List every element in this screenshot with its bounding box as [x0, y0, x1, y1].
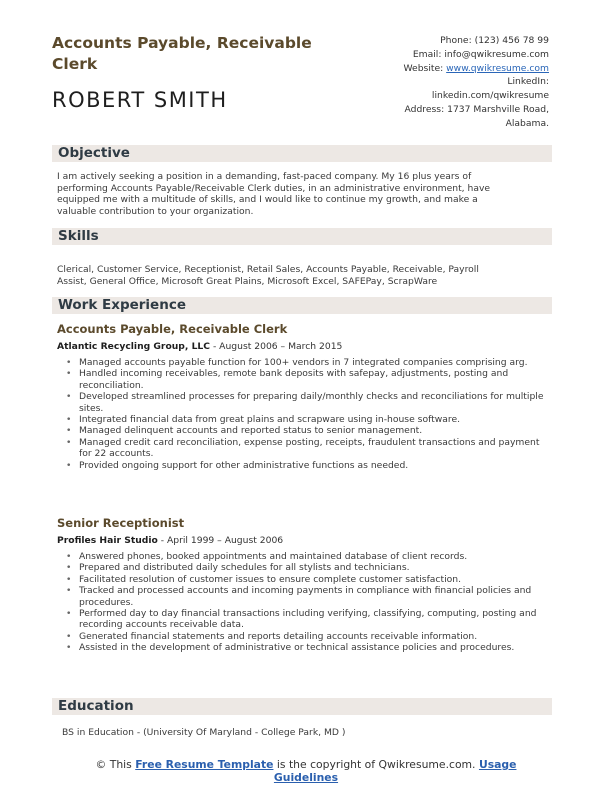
contact-address [404, 103, 549, 117]
person-name: ROBERT SMITH [52, 88, 228, 112]
list-item: • Managed credit card reconciliation, expense posting, receipts, fraudulent transactions and payment for 22 accounts. [66, 437, 548, 460]
address-value: 1737 Marshville Road, [447, 103, 549, 115]
list-item: • Prepared and distributed daily schedules for all stylists and technicians. [66, 562, 548, 573]
objective-section-header [52, 145, 552, 162]
skills-text [57, 264, 527, 287]
position-title: Accounts Payable, Receivable Clerk [57, 322, 288, 336]
footer-line [0, 758, 612, 771]
section-heading: Education [58, 698, 134, 714]
text-line: Clerical, Customer Service, Receptionist, Retail Sales, Accounts Payable, Receivable, Payroll [57, 264, 479, 275]
footer-prefix: © This [95, 758, 136, 771]
list-item: • Answered phones, booked appointments and maintained database of client records. [66, 551, 548, 562]
text-line: I am actively seeking a position in a demanding, fast-paced company. My 16 plus years of [57, 171, 472, 182]
list-item: • Generated financial statements and reports detailing accounts receivable information. [66, 631, 548, 642]
contact-phone [404, 34, 549, 48]
phone-label: Phone: [440, 35, 472, 46]
skills-section-header [52, 228, 552, 245]
contact-email [404, 48, 549, 62]
text-line: performing Accounts Payable/Receivable Clerk duties, in an administrative environment, have [57, 182, 491, 194]
footer-middle: is the copyright of Qwikresume.com. [273, 758, 479, 771]
duties-list [66, 551, 548, 654]
address-label: Address: [404, 103, 445, 115]
website-label: Website: [403, 62, 444, 74]
employment-dates: - August 2006 – March 2015 [210, 341, 343, 352]
address-line-2: Alabama. [505, 117, 549, 129]
usage-guidelines-link[interactable]: Usage [478, 758, 517, 771]
section-heading: Work Experience [58, 297, 186, 313]
contact-website [404, 62, 549, 76]
resume-job-title [52, 33, 372, 75]
section-heading: Skills [58, 228, 99, 244]
position-title: Senior Receptionist [57, 516, 185, 530]
employer-name: Atlantic Recycling Group, LLC [57, 341, 211, 352]
copyright-footer [0, 758, 612, 784]
employer-line [57, 535, 283, 546]
linkedin-value: linkedin.com/qwikresume [431, 90, 549, 102]
education-entry: BS in Education - (University Of Maryland - College Park, MD ) [62, 727, 346, 738]
employment-dates: - April 1999 – August 2006 [157, 535, 284, 546]
list-item: • Facilitated resolution of customer issues to ensure complete customer satisfaction. [66, 574, 548, 585]
list-item: • Assisted in the development of administrative or technical assistance policies and procedures. [66, 642, 548, 653]
list-item: • Performed day to day financial transactions including verifying, classifying, computing, posting and recording accounts receivable data. [66, 608, 548, 631]
text-line: equipped me with a multitude of skills, and I would like to continue my growth, and make a [57, 194, 478, 206]
duties-list [66, 357, 548, 471]
contact-block [404, 34, 549, 131]
employer-line [57, 341, 342, 352]
list-item: • Handled incoming receivables, remote bank deposits with safepay, adjustments, posting and reconciliation. [66, 368, 548, 391]
email-label: Email: [412, 48, 442, 60]
list-item: • Provided ongoing support for other administrative functions as needed. [66, 460, 548, 471]
list-item: • Tracked and processed accounts and incoming payments in compliance with financial policies and procedures. [66, 585, 548, 608]
linkedin-label: LinkedIn: [507, 76, 549, 88]
usage-guidelines-link[interactable]: Guidelines [273, 771, 339, 784]
list-item: • Managed accounts payable function for 100+ vendors in 7 integrated companies comprising arg. [66, 357, 548, 368]
website-link[interactable]: www.qwikresume.com [446, 62, 549, 74]
objective-text [57, 171, 527, 217]
employer-name: Profiles Hair Studio [57, 535, 158, 546]
list-item: • Developed streamlined processes for preparing daily/monthly checks and reconciliations for multiple sites. [66, 391, 548, 414]
list-item: • Managed delinquent accounts and reported status to senior management. [66, 425, 548, 436]
section-heading: Objective [58, 145, 130, 161]
footer-line [0, 771, 612, 784]
list-item: • Integrated financial data from great plains and scrapware using in-house software. [66, 414, 548, 425]
phone-value: (123) 456 78 99 [474, 35, 549, 46]
education-section-header [52, 698, 552, 715]
job-title-line: Clerk [52, 55, 98, 73]
experience-section-header [52, 297, 552, 314]
email-value: info@qwikresume.com [444, 48, 549, 60]
text-line: valuable contribution to your organization. [57, 205, 254, 217]
job-title-line: Accounts Payable, Receivable [52, 34, 312, 52]
text-line: Assist, General Office, Microsoft Great Plains, Microsoft Excel, SAFEPay, ScrapWare [57, 275, 438, 287]
free-resume-template-link[interactable]: Free Resume Template [135, 758, 274, 771]
